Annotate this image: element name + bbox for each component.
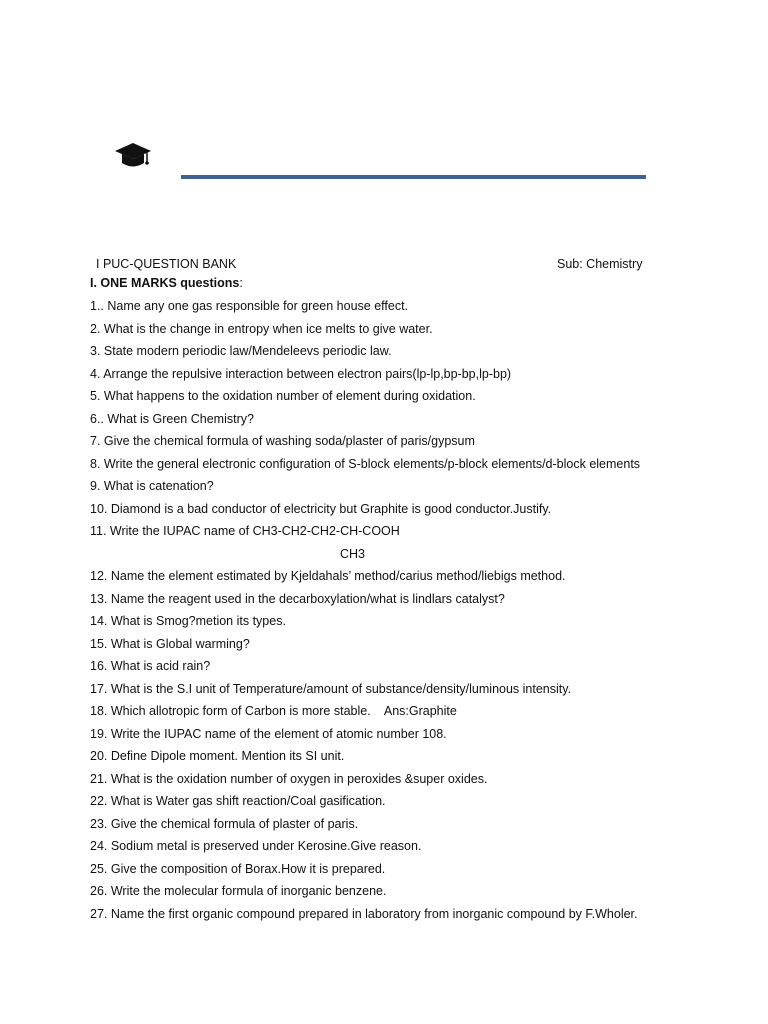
graduation-cap-icon <box>113 140 153 172</box>
question-item: 22. What is Water gas shift reaction/Coal gasification. <box>90 794 386 808</box>
question-item: 23. Give the chemical formula of plaster of paris. <box>90 816 359 831</box>
question-item: 27. Name the first organic compound prepared in laboratory from inorganic compound by F.Wholer. <box>90 906 638 921</box>
question-item: 26. Write the molecular formula of inorganic benzene. <box>90 884 387 898</box>
section-heading <box>90 275 243 291</box>
question-item: 18. Which allotropic form of Carbon is more stable. Ans:Graphite <box>90 704 457 718</box>
section-heading-suffix: : <box>239 276 243 290</box>
question-item: 15. What is Global warming? <box>90 636 250 651</box>
question-item: 5. What happens to the oxidation number of element during oxidation. <box>90 389 476 403</box>
section-heading-bold: I. ONE MARKS questions <box>90 276 240 290</box>
question-item: 20. Define Dipole moment. Mention its SI unit. <box>90 749 345 763</box>
question-item: 3. State modern periodic law/Mendeleevs periodic law. <box>90 344 392 358</box>
question-item: 8. Write the general electronic configuration of S-block elements/p-block elements/d-block elements <box>90 456 641 471</box>
question-item: 1.. Name any one gas responsible for green house effect. <box>90 299 409 313</box>
question-list <box>90 297 640 927</box>
question-item: 9. What is catenation? <box>90 479 214 493</box>
question-item: 19. Write the IUPAC name of the element of atomic number 108. <box>90 726 447 741</box>
question-item: 2. What is the change in entropy when ice melts to give water. <box>90 321 433 336</box>
formula-subscript-line: CH3 <box>340 546 366 561</box>
question-item: 11. Write the IUPAC name of CH3-CH2-CH2-CH-COOH <box>90 524 400 538</box>
question-item: 12. Name the element estimated by Kjeldahals’ method/carius method/liebigs method. <box>90 569 566 583</box>
question-item: 13. Name the reagent used in the decarboxylation/what is lindlars catalyst? <box>90 591 505 606</box>
question-item: 10. Diamond is a bad conductor of electricity but Graphite is good conductor.Justify. <box>90 501 552 516</box>
question-item: 4. Arrange the repulsive interaction between electron pairs(lp-lp,bp-bp,lp-bp) <box>90 366 512 381</box>
question-item: 24. Sodium metal is preserved under Kerosine.Give reason. <box>90 839 422 853</box>
question-bank-title: I PUC-QUESTION BANK <box>96 257 237 271</box>
subject-label: Sub: Chemistry <box>557 257 643 271</box>
question-item: 6.. What is Green Chemistry? <box>90 411 254 426</box>
question-item: 16. What is acid rain? <box>90 659 211 673</box>
question-item: 7. Give the chemical formula of washing soda/plaster of paris/gypsum <box>90 434 475 448</box>
question-item: 25. Give the composition of Borax.How it is prepared. <box>90 861 386 876</box>
question-item: 21. What is the oxidation number of oxygen in peroxides &super oxides. <box>90 771 488 786</box>
question-item: 17. What is the S.I unit of Temperature/amount of substance/density/luminous intensity. <box>90 681 572 696</box>
header-divider <box>181 175 646 179</box>
question-item: 14. What is Smog?metion its types. <box>90 614 286 628</box>
